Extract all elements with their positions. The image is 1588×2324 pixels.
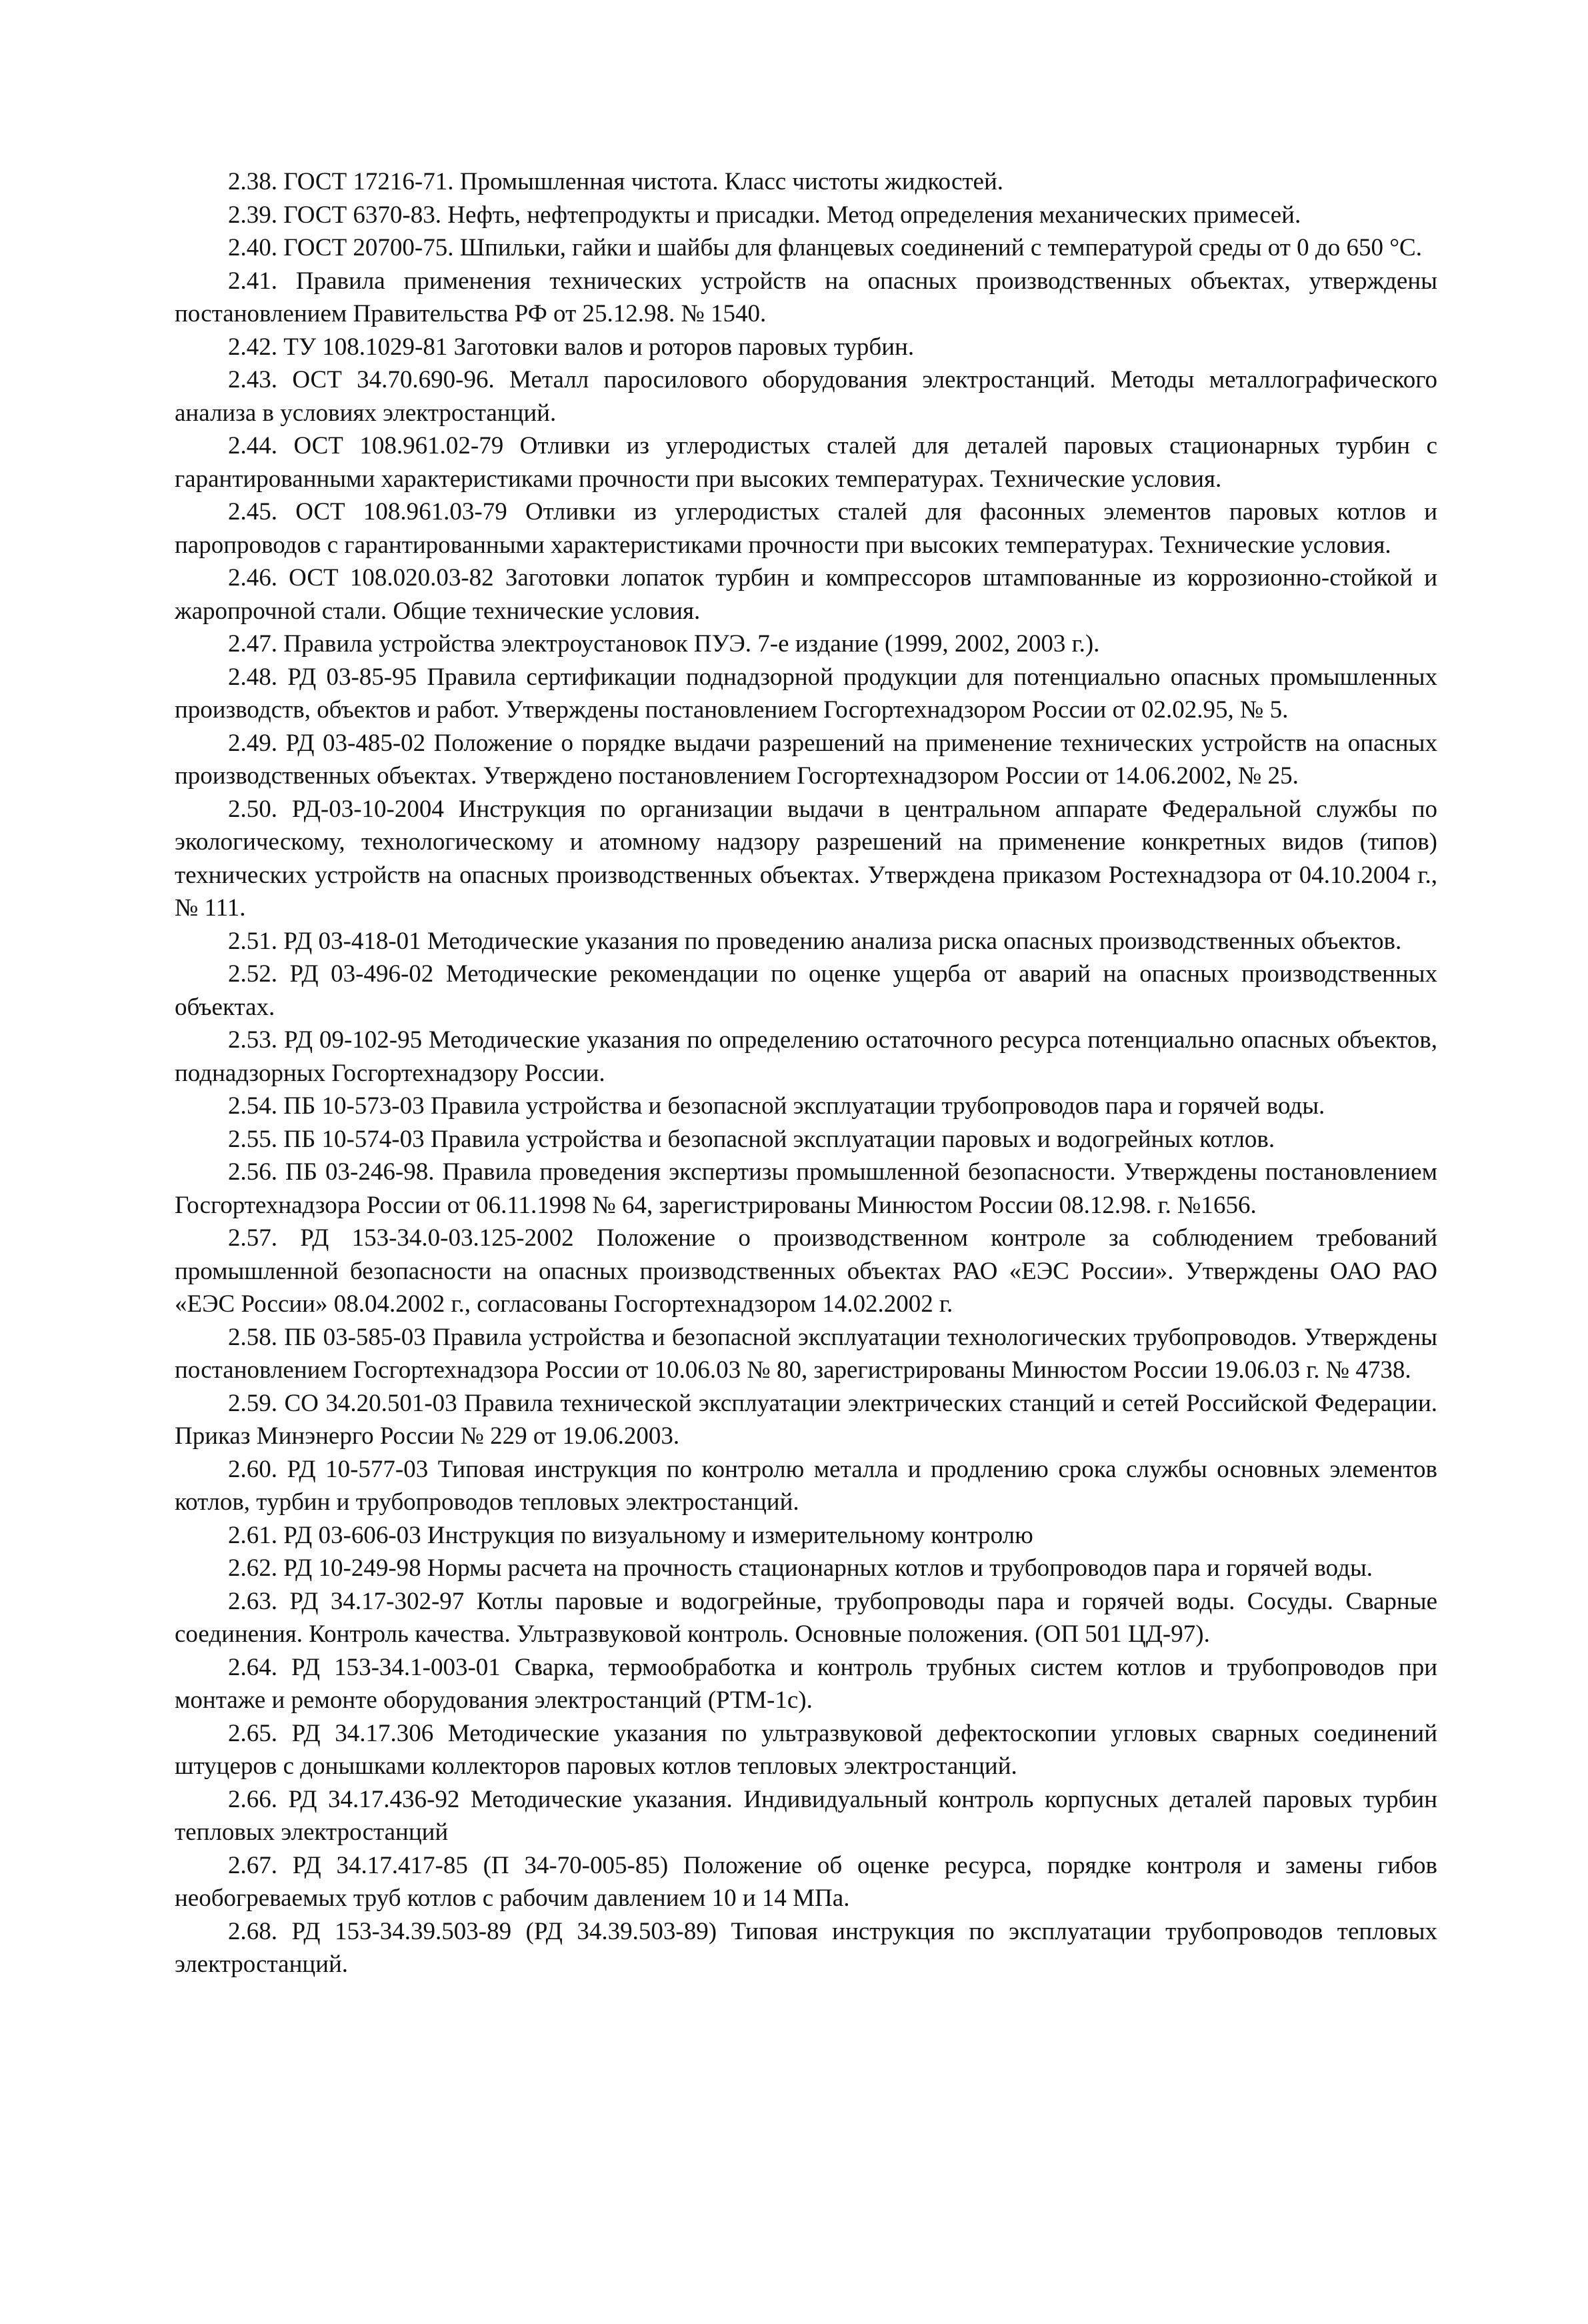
list-item: 2.55. ПБ 10-574-03 Правила устройства и безопасной эксплуатации паровых и водогрейных котлов. <box>228 1125 1275 1153</box>
list-item: 2.52. РД 03-496-02 Методические рекомендации по оценке ущерба от аварий на опасных производственных объектах. <box>175 960 1437 1021</box>
list-item: 2.61. РД 03-606-03 Инструкция по визуальному и измерительному контролю <box>228 1521 1033 1549</box>
list-item: 2.64. РД 153-34.1-003-01 Сварка, термообработка и контроль трубных систем котлов и трубопроводов при монтаже и ремонте оборудования электростанций (РТМ-1с). <box>175 1653 1437 1714</box>
list-item: 2.67. РД 34.17.417-85 (П 34-70-005-85) Положение об оценке ресурса, порядке контроля и замены гибов необогреваемых труб котлов с рабочим давлением 10 и 14 МПа. <box>175 1851 1437 1912</box>
list-item: 2.42. ТУ 108.1029-81 Заготовки валов и роторов паровых турбин. <box>228 333 915 361</box>
list-item: 2.39. ГОСТ 6370-83. Нефть, нефтепродукты и присадки. Метод определения механических примесей. <box>228 201 1301 229</box>
list-item: 2.54. ПБ 10-573-03 Правила устройства и безопасной эксплуатации трубопроводов пара и горячей воды. <box>228 1092 1325 1120</box>
list-item: 2.38. ГОСТ 17216-71. Промышленная чистота. Класс чистоты жидкостей. <box>228 168 1004 195</box>
reference-list <box>175 165 1437 1981</box>
list-item: 2.53. РД 09-102-95 Методические указания по определению остаточного ресурса потенциально опасных объектов, поднадзорных Госгортехнадзору России. <box>175 1026 1437 1087</box>
list-item: 2.44. ОСТ 108.961.02-79 Отливки из углеродистых сталей для деталей паровых стационарных турбин с гарантированными характеристиками прочности при высоких температурах. Технические условия. <box>175 432 1437 493</box>
list-item: 2.49. РД 03-485-02 Положение о порядке выдачи разрешений на применение технических устройств на опасных производственных объектах. Утверждено постановлением Госгортехнадзором России от 14.06.2002, № 25. <box>175 729 1437 790</box>
list-item: 2.62. РД 10-249-98 Нормы расчета на прочность стационарных котлов и трубопроводов пара и горячей воды. <box>228 1554 1373 1582</box>
list-item: 2.41. Правила применения технических устройств на опасных производственных объектах, утверждены постановлением Правительства РФ от 25.12.98. № 1540. <box>175 267 1437 327</box>
list-item: 2.60. РД 10-577-03 Типовая инструкция по контролю металла и продлению срока службы основных элементов котлов, турбин и трубопроводов тепловых электростанций. <box>175 1455 1437 1516</box>
list-item: 2.43. ОСТ 34.70.690-96. Металл паросилового оборудования электростанций. Методы металлографического анализа в условиях электростанций. <box>175 366 1437 427</box>
list-item: 2.47. Правила устройства электроустановок ПУЭ. 7-е издание (1999, 2002, 2003 г.). <box>228 630 1100 658</box>
list-item: 2.58. ПБ 03-585-03 Правила устройства и безопасной эксплуатации технологических трубопроводов. Утверждены постановлением Госгортехнадзора России от 10.06.03 № 80, зарегистрированы Минюстом России 19.06.03 г. № 4738. <box>175 1323 1437 1384</box>
list-item: 2.66. РД 34.17.436-92 Методические указания. Индивидуальный контроль корпусных деталей паровых турбин тепловых электростанций <box>175 1785 1437 1846</box>
list-item: 2.68. РД 153-34.39.503-89 (РД 34.39.503-89) Типовая инструкция по эксплуатации трубопроводов тепловых электростанций. <box>175 1917 1437 1978</box>
list-item: 2.50. РД-03-10-2004 Инструкция по организации выдачи в центральном аппарате Федеральной службы по экологическому, технологическому и атомному надзору разрешений на применение конкретных видов (типов) технических устройств на опасных производственных объектах. Утверждена приказом Ростехнадзора от 04.10.2004 г., № 111. <box>175 795 1437 922</box>
list-item: 2.65. РД 34.17.306 Методические указания по ультразвуковой дефектоскопии угловых сварных соединений штуцеров с донышками коллекторов паровых котлов тепловых электростанций. <box>175 1719 1437 1780</box>
list-item: 2.46. ОСТ 108.020.03-82 Заготовки лопаток турбин и компрессоров штампованные из коррозионно-стойкой и жаропрочной стали. Общие технические условия. <box>175 564 1437 625</box>
list-item: 2.40. ГОСТ 20700-75. Шпильки, гайки и шайбы для фланцевых соединений с температурой среды от 0 до 650 °С. <box>228 234 1422 261</box>
list-item: 2.48. РД 03-85-95 Правила сертификации поднадзорной продукции для потенциально опасных промышленных производств, объектов и работ. Утверждены постановлением Госгортехнадзором России от 02.02.95, № 5. <box>175 663 1437 724</box>
list-item: 2.57. РД 153-34.0-03.125-2002 Положение о производственном контроле за соблюдением требований промышленной безопасности на опасных производственных объектах РАО «ЕЭС России». Утверждены ОАО РАО «ЕЭС России» 08.04.2002 г., согласованы Госгортехнадзором 14.02.2002 г. <box>175 1224 1437 1318</box>
list-item: 2.56. ПБ 03-246-98. Правила проведения экспертизы промышленной безопасности. Утверждены постановлением Госгортехнадзора России от 06.11.1998 № 64, зарегистрированы Минюстом России 08.12.98. г. №1656. <box>175 1158 1437 1219</box>
list-item: 2.45. ОСТ 108.961.03-79 Отливки из углеродистых сталей для фасонных элементов паровых котлов и паропроводов с гарантированными характеристиками прочности при высоких температурах. Технические условия. <box>175 498 1437 559</box>
list-item: 2.63. РД 34.17-302-97 Котлы паровые и водогрейные, трубопроводы пара и горячей воды. Сосуды. Сварные соединения. Контроль качества. Ультразвуковой контроль. Основные положения. (ОП 501 ЦД-97). <box>175 1587 1437 1648</box>
list-item: 2.59. СО 34.20.501-03 Правила технической эксплуатации электрических станций и сетей Российской Федерации. Приказ Минэнерго России № 229 от 19.06.2003. <box>175 1389 1437 1450</box>
list-item: 2.51. РД 03-418-01 Методические указания по проведению анализа риска опасных производственных объектов. <box>228 927 1402 955</box>
